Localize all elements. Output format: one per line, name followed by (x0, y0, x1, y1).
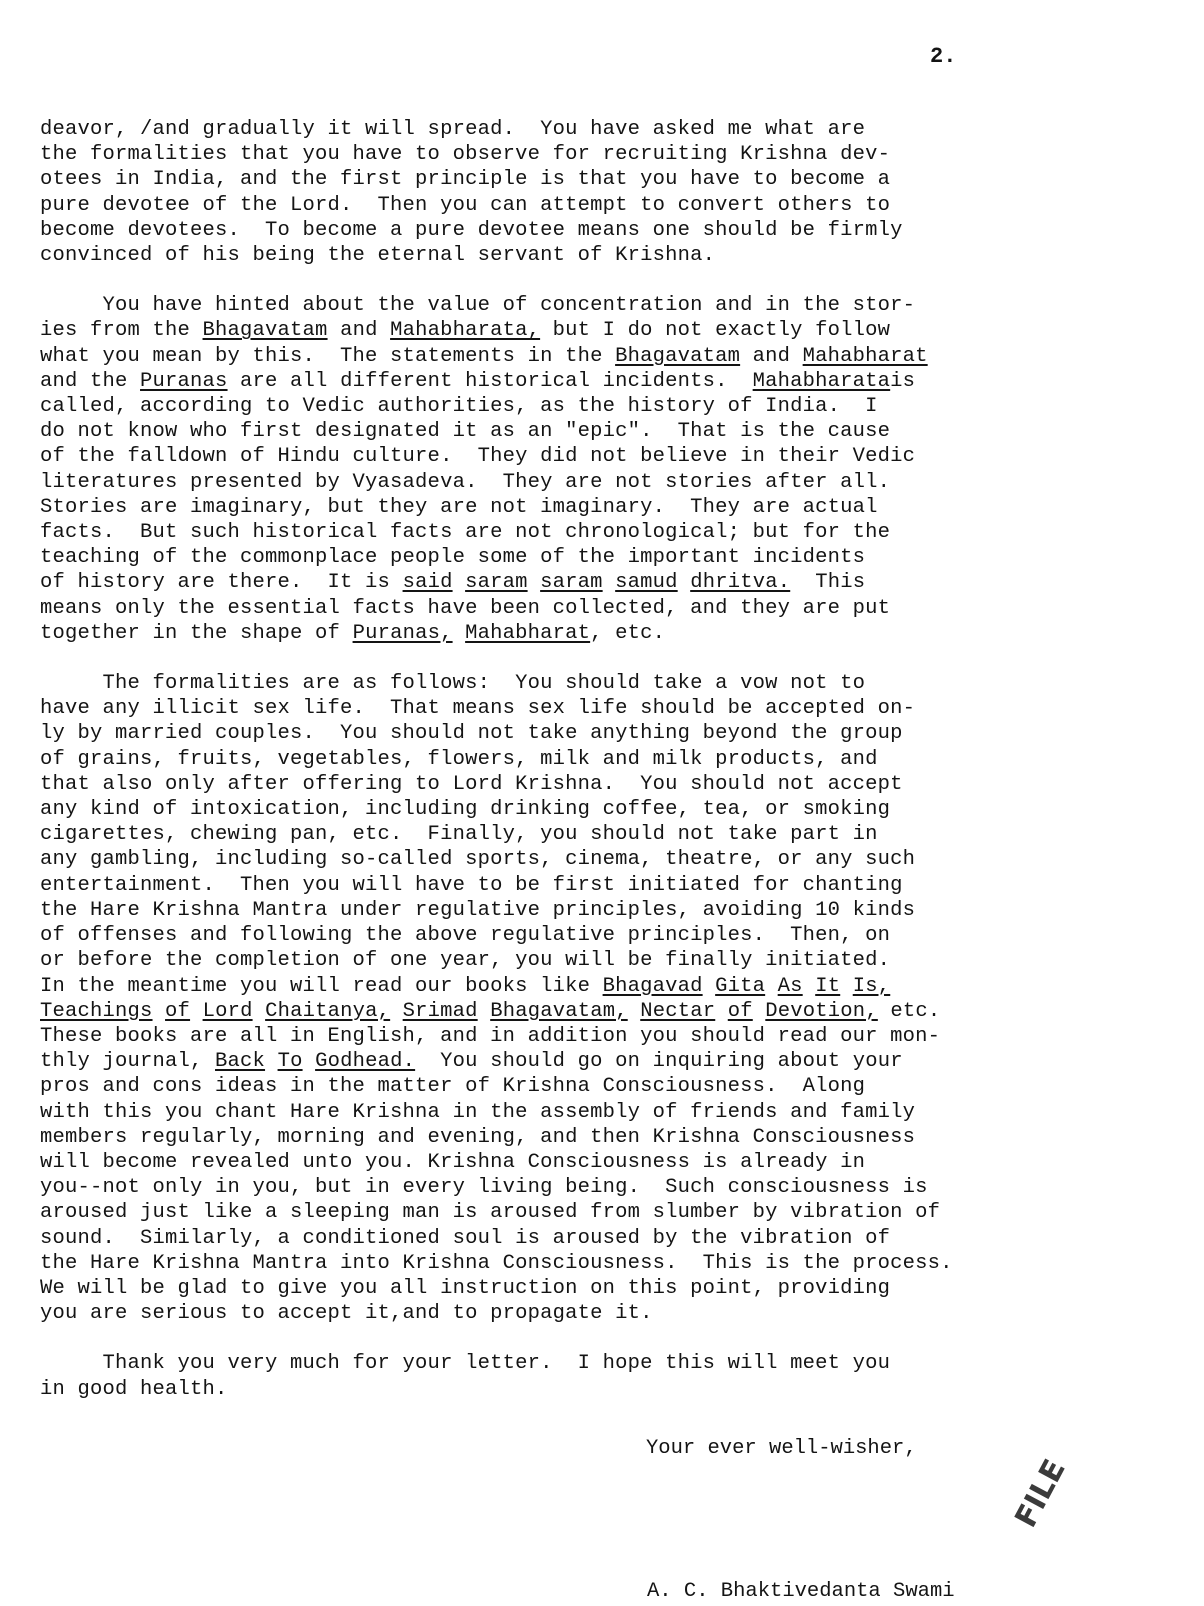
text-run: of grains, fruits, vegetables, flowers, milk and milk products, and (40, 747, 878, 771)
text-run (390, 1000, 403, 1023)
paragraph (40, 671, 1180, 1326)
paragraph (40, 293, 1180, 646)
text-run (303, 1050, 316, 1073)
text-run: you are serious to accept it,and to propagate it. (40, 1302, 653, 1326)
underlined-title: Bhagavad (602, 974, 703, 998)
text-line (40, 419, 1180, 444)
text-line (40, 797, 1180, 822)
text-line (40, 470, 1180, 495)
underlined-title: saram (465, 571, 528, 595)
underlined-title: Nectar (640, 999, 716, 1023)
text-run: or before the completion of one year, you will be finally initiated. (40, 949, 891, 973)
text-run: any gambling, including so-called sports, cinema, theatre, or any such (40, 848, 916, 872)
text-line (40, 193, 1180, 218)
text-line (40, 218, 1180, 243)
underlined-title: Mahabharat (802, 344, 928, 368)
text-run: thly journal, (40, 1050, 216, 1074)
text-run: facts. But such historical facts are not chronological; but for the (40, 521, 891, 545)
underlined-title: Devotion, (765, 999, 878, 1023)
text-run: and (740, 344, 803, 368)
text-run: the Hare Krishna Mantra under regulative principles, avoiding 10 kinds (40, 898, 916, 922)
page-number: 2. (930, 44, 957, 69)
text-run: The formalities are as follows: You should take a vow not to (40, 672, 866, 696)
letter-body (40, 117, 1180, 1402)
text-line (40, 243, 1180, 268)
underlined-title: of (165, 999, 191, 1023)
text-run: pure devotee of the Lord. Then you can attempt to convert others to (40, 193, 891, 217)
text-run: of history are there. It is (40, 571, 403, 595)
text-run: the Hare Krishna Mantra into Krishna Consciousness. This is the process. (40, 1251, 953, 1275)
underlined-title: Back (215, 1050, 266, 1074)
text-line (40, 293, 1180, 318)
text-run: any kind of intoxication, including drinking coffee, tea, or smoking (40, 798, 891, 822)
text-line (40, 721, 1180, 746)
text-line (40, 394, 1180, 419)
text-run (715, 1000, 728, 1023)
text-line (40, 344, 1180, 369)
paragraph-gap (40, 268, 1180, 293)
text-run: otees in India, and the first principle is that you have to become a (40, 168, 891, 192)
text-run (840, 975, 853, 998)
text-run (190, 1000, 203, 1023)
underlined-title: Teachings (40, 999, 153, 1023)
signature-name: A. C. Bhaktivedanta Swami (647, 1580, 955, 1603)
underlined-title: Gita (715, 974, 766, 998)
text-run: etc. (877, 999, 941, 1023)
text-line (40, 696, 1180, 721)
text-line (40, 545, 1180, 570)
text-line (40, 596, 1180, 621)
text-line (40, 671, 1180, 696)
text-run: but I do not exactly follow (540, 319, 891, 343)
text-run: Thank you very much for your letter. I hope this will meet you (40, 1352, 891, 1376)
text-run: sound. Similarly, a conditioned soul is aroused by the vibration of (40, 1226, 891, 1250)
text-line (40, 873, 1180, 898)
text-run: ly by married couples. You should not take anything beyond the group (40, 722, 903, 746)
text-run: together in the shape of (40, 621, 353, 645)
text-line (40, 167, 1180, 192)
text-line (40, 1049, 1180, 1074)
paragraph-gap (40, 1326, 1180, 1351)
closing-salutation: Your ever well-wisher, (646, 1437, 917, 1460)
text-run: convinced of his being the eternal servant of Krishna. (40, 244, 716, 268)
underlined-title: Bhagavatam, (490, 999, 628, 1023)
text-line (40, 1351, 1180, 1376)
text-line (40, 747, 1180, 772)
text-run (628, 1000, 641, 1023)
text-line (40, 1226, 1180, 1251)
text-run: means only the essential facts have been collected, and they are put (40, 596, 891, 620)
text-run: of offenses and following the above regulative principles. Then, on (40, 924, 891, 948)
text-line (40, 898, 1180, 923)
underlined-title: Mahabharata, (390, 319, 541, 343)
text-run: called, according to Vedic authorities, as the history of India. I (40, 395, 878, 419)
text-run (453, 571, 466, 594)
text-run: cigarettes, chewing pan, etc. Finally, you should not take part in (40, 823, 878, 847)
text-line (40, 847, 1180, 872)
text-line (40, 1251, 1180, 1276)
text-run: become devotees. To become a pure devotee means one should be firmly (40, 218, 903, 242)
text-line (40, 621, 1180, 646)
text-line (40, 520, 1180, 545)
text-run: do not know who first designated it as an "epic". That is the cause (40, 420, 891, 444)
text-run: with this you chant Hare Krishna in the assembly of friends and family (40, 1100, 916, 1124)
text-line (40, 444, 1180, 469)
underlined-title: Puranas, (352, 621, 453, 645)
text-line (40, 1024, 1180, 1049)
text-run (253, 1000, 266, 1023)
text-run: pros and cons ideas in the matter of Krishna Consciousness. Along (40, 1075, 866, 1099)
underlined-title: To (277, 1050, 303, 1074)
text-line (40, 1150, 1180, 1175)
text-run (265, 1050, 278, 1073)
text-run: deavor, /and gradually it will spread. You have asked me what are (40, 118, 866, 141)
underlined-title: Godhead. (315, 1050, 416, 1074)
underlined-title: Puranas (140, 369, 228, 393)
text-run: You should go on inquiring about your (415, 1050, 903, 1074)
file-stamp (1004, 1440, 1094, 1550)
text-line (40, 1074, 1180, 1099)
text-run: are all different historical incidents. (227, 369, 753, 393)
paragraph-gap (40, 646, 1180, 671)
text-line (40, 117, 1180, 142)
underlined-title: dhritva. (690, 571, 791, 595)
text-line (40, 1276, 1180, 1301)
underlined-title: Bhagavatam (615, 344, 741, 368)
underlined-title: Srimad (402, 999, 478, 1023)
text-line (40, 772, 1180, 797)
text-line (40, 999, 1180, 1024)
text-run (765, 975, 778, 998)
underlined-title: Bhagavatam (202, 319, 328, 343)
text-run (703, 975, 716, 998)
text-line (40, 923, 1180, 948)
underlined-title: Lord (202, 999, 253, 1023)
stamp-text: FILE (1008, 1453, 1073, 1534)
text-run: Stories are imaginary, but they are not imaginary. They are actual (40, 495, 878, 519)
text-line (40, 495, 1180, 520)
text-line (40, 1175, 1180, 1200)
text-run: what you mean by this. The statements in the (40, 344, 616, 368)
text-line (40, 1125, 1180, 1150)
text-run: will become revealed unto you. Krishna Consciousness is already in (40, 1150, 866, 1174)
text-run: that also only after offering to Lord Krishna. You should not accept (40, 772, 903, 796)
text-line (40, 822, 1180, 847)
text-run: the formalities that you have to observe for recruiting Krishna dev- (40, 143, 891, 167)
text-run: members regularly, morning and evening, and then Krishna Consciousness (40, 1125, 916, 1149)
underlined-title: Mahabharat (465, 621, 591, 645)
text-line (40, 570, 1180, 595)
text-run: have any illicit sex life. That means sex life should be accepted on- (40, 697, 916, 721)
underlined-title: It (815, 974, 841, 998)
text-run (678, 571, 691, 594)
text-line (40, 1377, 1180, 1402)
text-run: We will be glad to give you all instruction on this point, providing (40, 1276, 891, 1300)
text-run: ies from the (40, 319, 203, 343)
underlined-title: Is, (852, 974, 891, 998)
text-run: and the (40, 369, 141, 393)
underlined-title: said (402, 571, 453, 595)
text-run (803, 975, 816, 998)
text-line (40, 1100, 1180, 1125)
text-run: , etc. (590, 621, 666, 645)
text-run (753, 1000, 766, 1023)
text-run: and (327, 319, 391, 343)
text-line (40, 142, 1180, 167)
text-run: of the falldown of Hindu culture. They did not believe in their Vedic (40, 445, 916, 469)
text-line (40, 369, 1180, 394)
text-run: in good health. (40, 1377, 228, 1401)
underlined-title: Chaitanya, (265, 999, 391, 1023)
text-line (40, 1301, 1180, 1326)
text-run (603, 571, 616, 594)
text-line (40, 974, 1180, 999)
paragraph (40, 1351, 1180, 1401)
text-run: aroused just like a sleeping man is aroused from slumber by vibration of (40, 1201, 941, 1225)
text-run: You have hinted about the value of concentration and in the stor- (40, 294, 916, 318)
underlined-title: samud (615, 571, 678, 595)
underlined-title: Mahabharata (752, 369, 891, 393)
text-run: teaching of the commonplace people some of the important incidents (40, 546, 866, 570)
underlined-title: As (777, 974, 803, 998)
text-run: These books are all in English, and in addition you should read our mon- (40, 1024, 941, 1048)
text-run (453, 622, 466, 645)
text-line (40, 1200, 1180, 1225)
text-run: literatures presented by Vyasadeva. They are not stories after all. (40, 470, 891, 494)
text-run: This (790, 571, 866, 595)
underlined-title: of (727, 999, 753, 1023)
paragraph (40, 117, 1180, 268)
text-run (478, 1000, 491, 1023)
text-run (528, 571, 541, 594)
text-run (153, 1000, 166, 1023)
text-run: In the meantime you will read our books like (40, 974, 603, 998)
text-run: is (890, 369, 916, 393)
text-line (40, 318, 1180, 343)
text-run: you--not only in you, but in every living being. Such consciousness is (40, 1176, 928, 1200)
text-run: entertainment. Then you will have to be first initiated for chanting (40, 873, 903, 897)
underlined-title: saram (540, 571, 603, 595)
text-line (40, 948, 1180, 973)
